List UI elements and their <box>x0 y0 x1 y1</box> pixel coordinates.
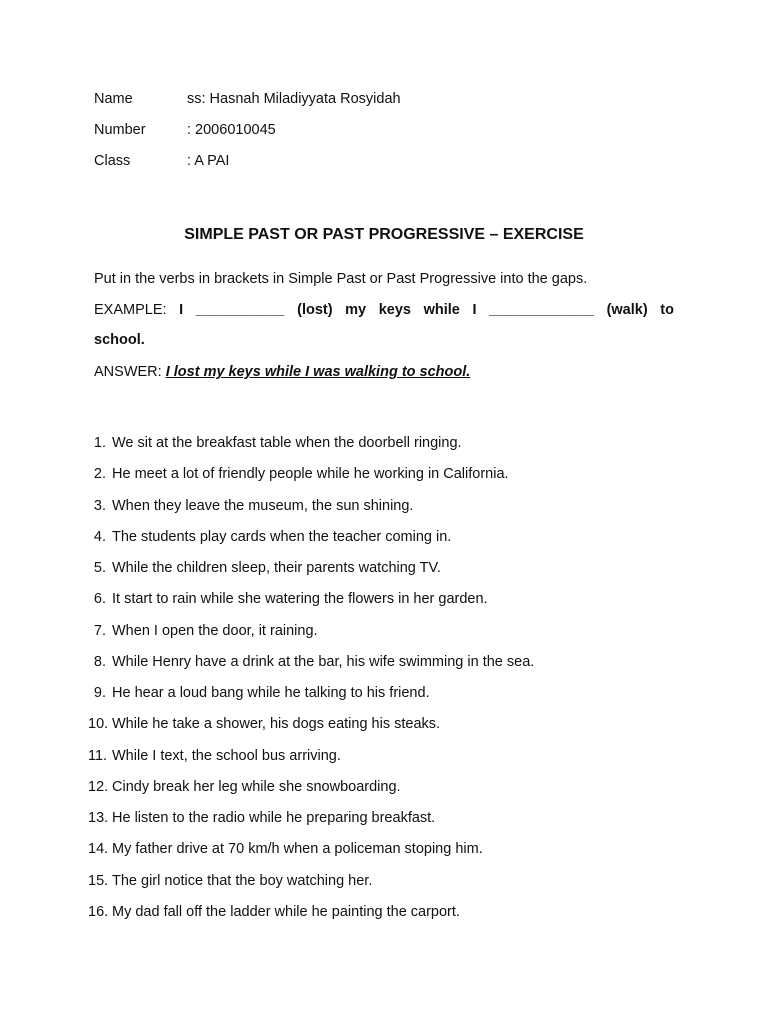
item-number: 2. <box>93 466 106 483</box>
example-word: (walk) <box>606 302 648 318</box>
item-text: He hear a loud bang while he talking to his friend. <box>112 685 430 702</box>
item-number: 7. <box>93 622 106 639</box>
item-text: Cindy break her leg while she snowboarding. <box>112 778 401 795</box>
page-title: SIMPLE PAST OR PAST PROGRESSIVE – EXERCISE <box>184 226 584 243</box>
item-number: 12. <box>88 778 109 795</box>
item-text: While he take a shower, his dogs eating his steaks. <box>112 716 441 733</box>
name-label: Name <box>94 91 133 107</box>
item-text: It start to rain while she watering the flowers in her garden. <box>112 591 488 608</box>
answer-line <box>94 362 674 382</box>
class-value: : A PAI <box>187 153 230 169</box>
example-word: my <box>345 302 367 318</box>
example-continuation: school. <box>94 332 145 348</box>
item-number: 8. <box>93 653 106 670</box>
example-word: while <box>423 302 460 318</box>
item-number: 16. <box>88 903 109 920</box>
example-word: _____________ <box>489 302 594 318</box>
example-word: I <box>179 302 184 318</box>
item-number: 13. <box>88 810 109 827</box>
item-number: 14. <box>88 841 109 858</box>
item-text: While I text, the school bus arriving. <box>112 747 341 764</box>
example-word: (lost) <box>297 302 333 318</box>
answer-label: ANSWER: <box>94 364 162 380</box>
item-number: 1. <box>93 435 106 451</box>
instructions: Put in the verbs in brackets in Simple Past or Past Progressive into the gaps. <box>94 271 588 287</box>
item-text: While Henry have a drink at the bar, his wife swimming in the sea. <box>112 653 535 670</box>
item-text: My dad fall off the ladder while he painting the carport. <box>112 903 460 920</box>
item-number: 15. <box>88 872 109 889</box>
item-text: He listen to the radio while he preparing breakfast. <box>112 810 436 827</box>
item-text: He meet a lot of friendly people while he working in California. <box>112 466 509 483</box>
example-line <box>94 300 674 320</box>
number-label: Number <box>94 122 146 138</box>
item-text: The girl notice that the boy watching her. <box>112 872 373 889</box>
item-number: 5. <box>93 560 106 577</box>
item-number: 3. <box>93 497 106 514</box>
example-word: keys <box>378 302 411 318</box>
item-number: 6. <box>93 591 106 608</box>
item-number: 11. <box>88 747 108 764</box>
item-number: 10. <box>88 716 109 733</box>
class-label: Class <box>94 153 131 169</box>
number-value: : 2006010045 <box>187 122 276 138</box>
answer-text: I lost my keys while I was walking to school. <box>165 364 471 380</box>
item-text: When I open the door, it raining. <box>112 622 318 639</box>
example-word: ___________ <box>195 302 285 318</box>
item-text: When they leave the museum, the sun shining. <box>112 497 414 514</box>
example-word: I <box>472 302 477 318</box>
item-text: The students play cards when the teacher coming in. <box>112 528 452 545</box>
example-word: to <box>660 302 674 318</box>
example-label: EXAMPLE: <box>94 302 167 318</box>
item-text: We sit at the breakfast table when the doorbell ringing. <box>112 435 462 451</box>
name-value: ss: Hasnah Miladiyyata Rosyidah <box>187 91 401 107</box>
item-number: 4. <box>93 528 106 545</box>
item-number: 9. <box>93 685 106 702</box>
item-text: My father drive at 70 km/h when a policeman stoping him. <box>112 841 483 858</box>
item-text: While the children sleep, their parents watching TV. <box>112 560 441 577</box>
